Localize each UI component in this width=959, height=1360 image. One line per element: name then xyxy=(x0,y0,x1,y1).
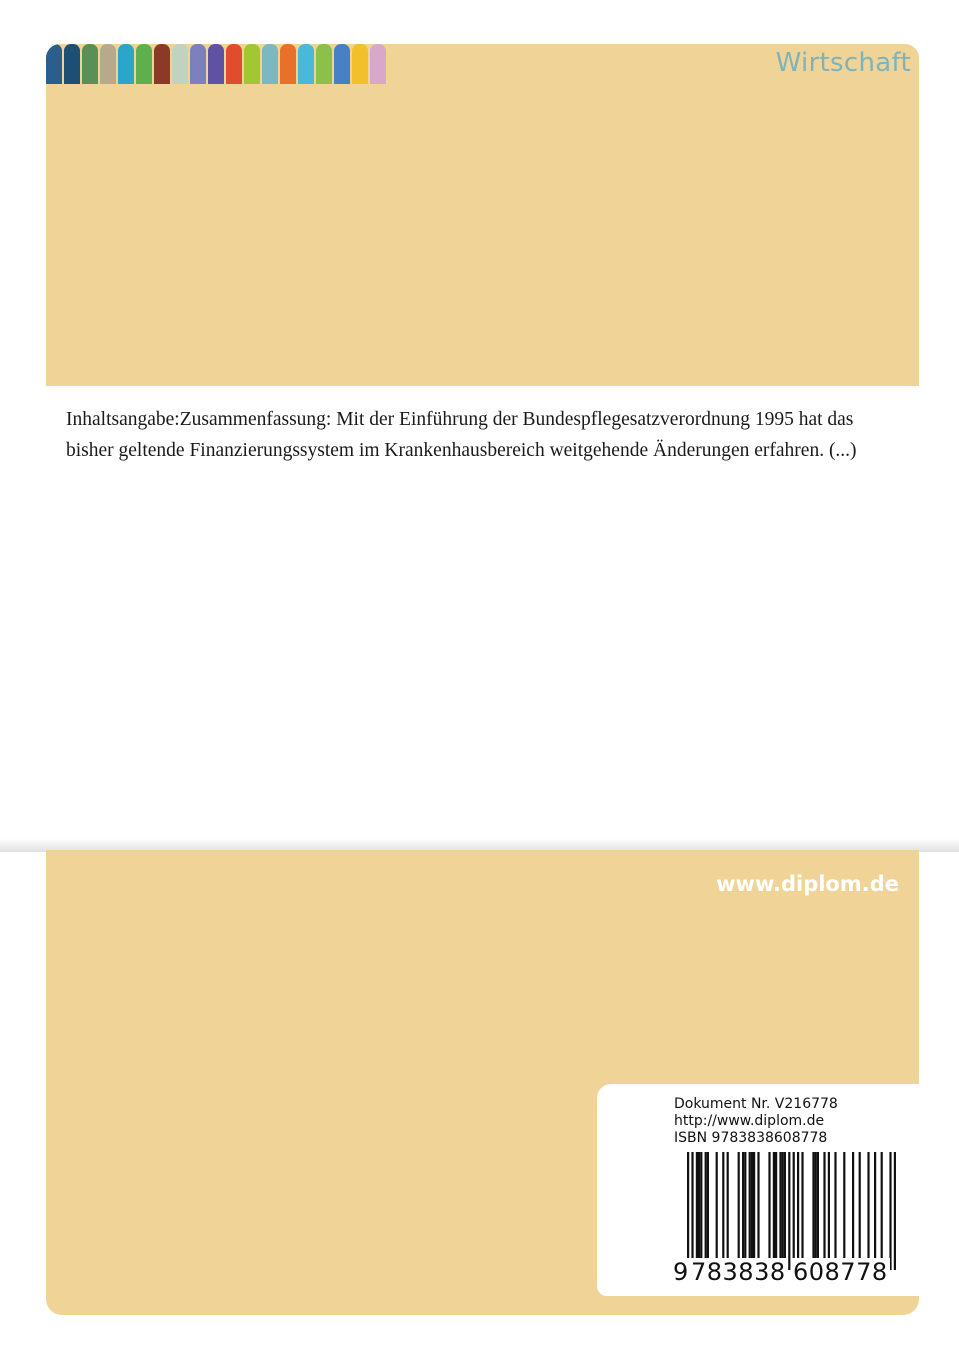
barcode-bar xyxy=(705,1152,707,1258)
barcode-bar xyxy=(815,1152,817,1258)
barcode-bar xyxy=(753,1152,755,1258)
barcode-bar xyxy=(793,1152,795,1270)
barcode-bar xyxy=(775,1152,777,1258)
color-tab xyxy=(226,44,242,84)
color-tab xyxy=(82,44,98,84)
barcode-bars xyxy=(667,1152,899,1272)
barcode-bar xyxy=(742,1152,744,1258)
barcode-bar xyxy=(757,1152,759,1258)
barcode-bar xyxy=(768,1152,770,1258)
barcode-bar xyxy=(773,1152,775,1258)
barcode-box xyxy=(597,1084,919,1296)
barcode-bar xyxy=(779,1152,781,1258)
doc-url: http://www.diplom.de xyxy=(674,1113,825,1129)
blurb-text: Inhaltsangabe:Zusammenfassung: Mit der Einführung der Bundespflegesatzverordnung 1995 hat das bisher geltende Finanzierungssystem im Krankenhausbereich weitgehende Änderungen erfahren. (...) xyxy=(66,409,857,461)
barcode xyxy=(667,1152,899,1288)
color-tab xyxy=(334,44,350,84)
barcode-bar xyxy=(788,1152,790,1270)
barcode-bar xyxy=(722,1152,724,1258)
barcode-bar xyxy=(691,1152,693,1270)
barcode-bar xyxy=(700,1152,702,1258)
barcode-bar xyxy=(797,1152,799,1258)
color-tab xyxy=(190,44,206,84)
color-tab xyxy=(136,44,152,84)
barcode-bar xyxy=(801,1152,803,1258)
barcode-bar xyxy=(707,1152,709,1258)
cover-top-panel xyxy=(46,44,919,386)
barcode-bar xyxy=(823,1152,825,1258)
color-tab xyxy=(370,44,386,84)
barcode-bar xyxy=(817,1152,819,1258)
barcode-bar xyxy=(696,1152,698,1258)
barcode-bar xyxy=(738,1152,740,1258)
barcode-bar xyxy=(698,1152,700,1258)
barcode-bar xyxy=(828,1152,830,1258)
color-tab xyxy=(118,44,134,84)
doc-number: Dokument Nr. V216778 xyxy=(674,1096,838,1112)
barcode-bar xyxy=(894,1152,896,1270)
barcode-bar xyxy=(834,1152,836,1258)
barcode-bar xyxy=(843,1152,845,1258)
color-tab xyxy=(154,44,170,84)
site-url[interactable]: www.diplom.de xyxy=(716,872,899,896)
barcode-digits-group1: 783838 xyxy=(691,1258,786,1286)
barcode-bar xyxy=(782,1152,784,1258)
barcode-bar xyxy=(749,1152,751,1258)
barcode-bar xyxy=(867,1152,869,1258)
doc-isbn: ISBN 9783838608778 xyxy=(674,1130,828,1146)
barcode-bar xyxy=(727,1152,729,1258)
color-tab xyxy=(172,44,188,84)
color-tab xyxy=(280,44,296,84)
barcode-bar xyxy=(784,1152,786,1258)
barcode-digits-group2: 608778 xyxy=(793,1258,888,1286)
barcode-bar xyxy=(881,1152,883,1258)
barcode-digits xyxy=(667,1258,899,1288)
color-tab xyxy=(100,44,116,84)
barcode-digit-first: 9 xyxy=(673,1258,689,1286)
color-tab xyxy=(46,44,62,84)
color-tab xyxy=(262,44,278,84)
color-tab xyxy=(298,44,314,84)
barcode-bar xyxy=(812,1152,814,1258)
color-tab xyxy=(352,44,368,84)
barcode-bar xyxy=(874,1152,876,1258)
barcode-bar xyxy=(751,1152,753,1258)
barcode-bar xyxy=(687,1152,689,1270)
barcode-bar xyxy=(744,1152,746,1258)
color-tab xyxy=(64,44,80,84)
barcode-bar xyxy=(859,1152,861,1258)
barcode-bar xyxy=(716,1152,718,1258)
color-tab xyxy=(244,44,260,84)
cover-bottom-panel xyxy=(46,850,919,1315)
barcode-bar xyxy=(852,1152,854,1258)
barcode-bar xyxy=(889,1152,891,1270)
color-tab xyxy=(316,44,332,84)
document-info xyxy=(674,1096,838,1147)
color-tab xyxy=(208,44,224,84)
color-tabs xyxy=(46,44,388,84)
category-label: Wirtschaft xyxy=(775,48,911,78)
